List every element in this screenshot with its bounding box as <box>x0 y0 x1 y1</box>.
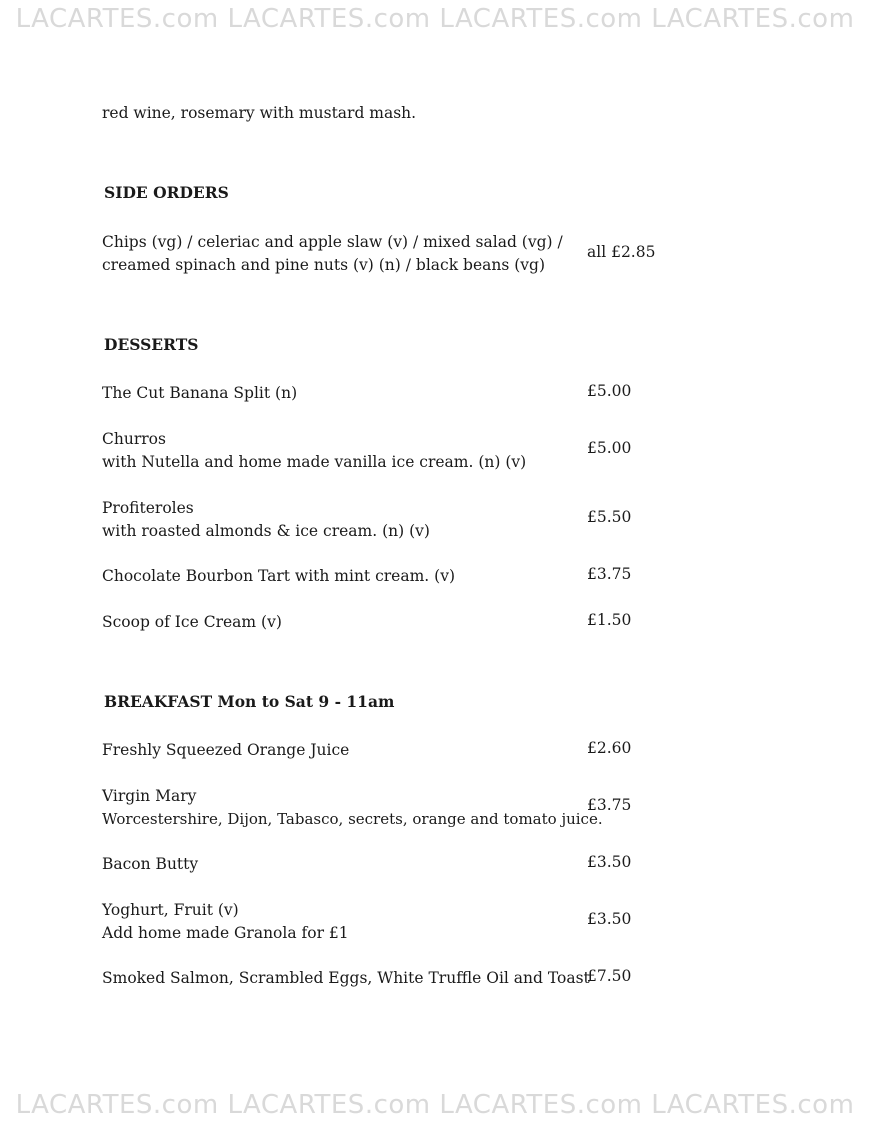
breakfast-item-name: Freshly Squeezed Orange Juice <box>102 741 350 759</box>
side-orders-line1: Chips (vg) / celeriac and apple slaw (v) / mixed salad (vg) / <box>102 233 563 251</box>
dessert-item-price: £5.50 <box>587 508 632 526</box>
intro-line: red wine, rosemary with mustard mash. <box>102 104 417 122</box>
dessert-item-price: £1.50 <box>587 611 632 629</box>
watermark-bottom: LACARTES.com LACARTES.com LACARTES.com LACARTES.com <box>15 1090 855 1120</box>
breakfast-item-name: Yoghurt, Fruit (v) <box>102 901 239 919</box>
side-orders-heading: SIDE ORDERS <box>104 183 229 202</box>
dessert-item-name: The Cut Banana Split (n) <box>102 384 298 402</box>
breakfast-item-price: £7.50 <box>587 967 632 985</box>
breakfast-item-price: £3.50 <box>587 853 632 871</box>
breakfast-item-name: Bacon Butty <box>102 855 199 873</box>
breakfast-item-name: Smoked Salmon, Scrambled Eggs, White Truffle Oil and Toast <box>102 969 590 987</box>
watermark-top: LACARTES.com LACARTES.com LACARTES.com LACARTES.com <box>15 4 855 34</box>
breakfast-item-detail: Add home made Granola for £1 <box>102 924 349 942</box>
dessert-item-name: Churros <box>102 430 166 448</box>
dessert-item-detail: with Nutella and home made vanilla ice cream. (n) (v) <box>102 453 527 471</box>
breakfast-item-price: £2.60 <box>587 739 632 757</box>
breakfast-item-price: £3.50 <box>587 910 632 928</box>
dessert-item-price: £5.00 <box>587 382 632 400</box>
dessert-item-name: Scoop of Ice Cream (v) <box>102 613 282 631</box>
breakfast-item-price: £3.75 <box>587 796 632 814</box>
breakfast-item-detail: Worcestershire, Dijon, Tabasco, secrets, orange and tomato juice. <box>102 810 603 828</box>
side-orders-line2: creamed spinach and pine nuts (v) (n) / black beans (vg) <box>102 256 546 274</box>
dessert-item-name: Profiteroles <box>102 499 194 517</box>
dessert-item-price: £3.75 <box>587 565 632 583</box>
dessert-item-detail: with roasted almonds & ice cream. (n) (v) <box>102 522 430 540</box>
dessert-item-name: Chocolate Bourbon Tart with mint cream. (v) <box>102 567 455 585</box>
breakfast-item-name: Virgin Mary <box>102 787 197 805</box>
side-orders-price: all £2.85 <box>587 243 656 261</box>
dessert-item-price: £5.00 <box>587 439 632 457</box>
breakfast-heading: BREAKFAST Mon to Sat 9 - 11am <box>104 692 395 711</box>
desserts-heading: DESSERTS <box>104 335 199 354</box>
